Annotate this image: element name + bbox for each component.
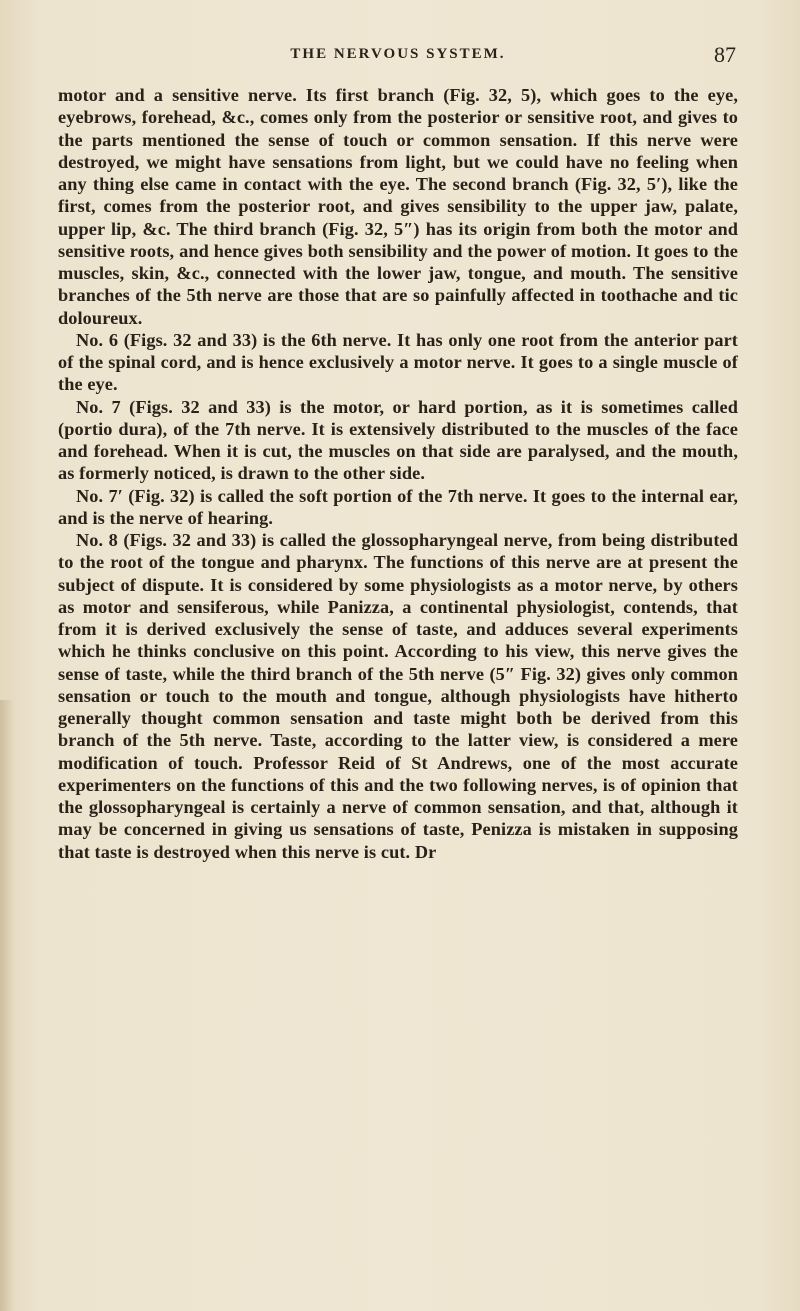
paragraph: No. 8 (Figs. 32 and 33) is called the glossopharyngeal nerve, from being distributed to the root of the tongue and pharynx. The functions of this nerve are at present the subject of dispute. It is considered by some physiologists as a motor nerve, by others as motor and sensiferous, while Panizza, a continental physiologist, contends, that from it is derived exclusively the sense of taste, and adduces several experiments which he thinks conclusive on this point. According to his view, this nerve gives the sense of taste, while the third branch of the 5th nerve (5″ Fig. 32) gives only common sensation or touch to the mouth and tongue, although physiologists have hitherto generally thought common sensation and taste might both be derived from this branch of the 5th nerve. Taste, according to the latter view, is considered a mere modification of touch. Professor Reid of St Andrews, one of the most accurate experimenters on the functions of this and the two following nerves, is of opinion that the glossopharyngeal is certainly a nerve of common sensation, and that, although it may be concerned in giving us sensations of taste, Penizza is mistaken in supposing that taste is destroyed when this nerve is cut. Dr	[58, 530, 738, 862]
page-number: 87	[714, 42, 736, 67]
paragraph: No. 7′ (Fig. 32) is called the soft portion of the 7th nerve. It goes to the internal ear, and is the nerve of hearing.	[58, 485, 738, 528]
page-edge-shadow	[0, 700, 14, 1311]
paragraph: No. 6 (Figs. 32 and 33) is the 6th nerve. It has only one root from the anterior part of the spinal cord, and is hence exclusively a motor nerve. It goes to a single muscle of the eye.	[58, 329, 738, 395]
running-title: THE NERVOUS SYSTEM.	[290, 46, 506, 62]
paragraph: No. 7 (Figs. 32 and 33) is the motor, or hard portion, as it is sometimes called (portio dura), of the 7th nerve. It is extensively distributed to the muscles of the face and forehead. When it is cut, the muscles on that side are paralysed, and the mouth, as formerly noticed, is drawn to the other side.	[58, 396, 738, 484]
running-head	[60, 42, 736, 68]
paragraph: motor and a sensitive nerve. Its first branch (Fig. 32, 5), which goes to the eye, eyebrows, forehead, &c., comes only from the posterior or sensitive root, and gives to the parts mentioned the sense of touch or common sensation. If this nerve were destroyed, we might have sensations from light, but we could have no feeling when any thing else came in contact with the eye. The second branch (Fig. 32, 5′), like the first, comes from the posterior root, and gives sensibility to the upper jaw, palate, upper lip, &c. The third branch (Fig. 32, 5″) has its origin from both the motor and sensitive roots, and hence gives both sensibility and the power of motion. It goes to the muscles, skin, &c., connected with the lower jaw, tongue, and mouth. The sensitive branches of the 5th nerve are those that are so painfully affected in toothache and tic doloureux.	[58, 85, 738, 328]
body-text	[58, 84, 738, 863]
